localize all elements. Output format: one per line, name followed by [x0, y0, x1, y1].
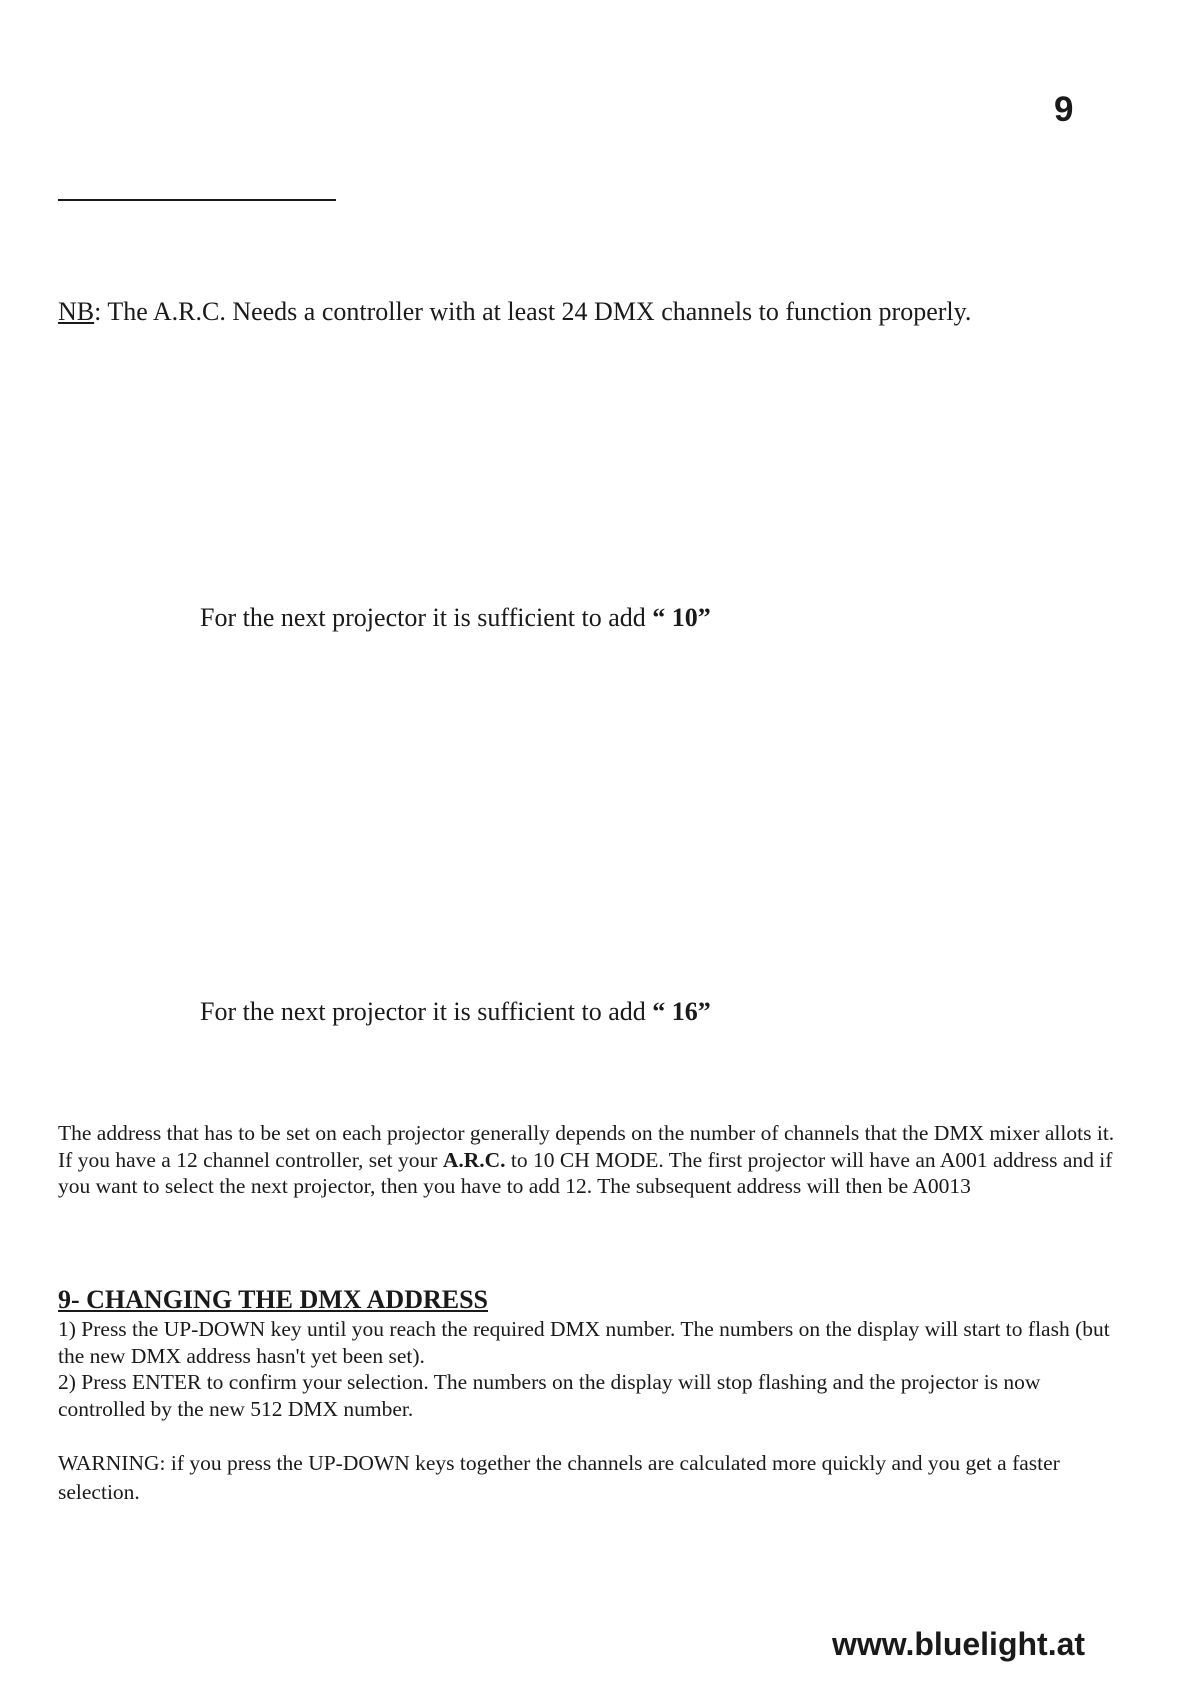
next-projector-value: “ 10”	[652, 603, 711, 632]
warning-text: WARNING: if you press the UP-DOWN keys together the channels are calculated more quickly and you get a faster selection.	[58, 1451, 1060, 1504]
address-line-2: If you have a 12 channel controller, set your A.R.C. to 10 CH MODE. The first projector will have an A001 address and if you want to select the next projector, then you have to add 12. The subsequent address will then be A0013	[58, 1147, 1113, 1198]
note-line	[58, 296, 971, 328]
note-text: : The A.R.C. Needs a controller with at least 24 DMX channels to function properly.	[94, 297, 972, 326]
footer-url: www.bluelight.at	[832, 1626, 1086, 1662]
next-projector-note-10	[200, 602, 711, 634]
address-paragraph	[58, 1120, 1118, 1200]
steps-list	[58, 1316, 1118, 1422]
next-projector-text: For the next projector it is sufficient to add	[200, 997, 653, 1026]
next-projector-note-16	[200, 996, 711, 1028]
next-projector-value: “ 16”	[652, 997, 711, 1026]
next-projector-text: For the next projector it is sufficient to add	[200, 603, 653, 632]
step-2: 2) Press ENTER to confirm your selection. The numbers on the display will stop flashing and the projector is now controlled by the new 512 DMX number.	[58, 1370, 1041, 1421]
section-heading: 9- CHANGING THE DMX ADDRESS	[58, 1285, 489, 1314]
address-line-1: The address that has to be set on each projector generally depends on the number of channels that the DMX mixer allots it.	[58, 1121, 1115, 1145]
step-1: 1) Press the UP-DOWN key until you reach the required DMX number. The numbers on the display will start to flash (but the new DMX address hasn't yet been set).	[58, 1317, 1110, 1368]
section-divider	[58, 199, 336, 201]
note-prefix: NB	[58, 297, 95, 326]
product-name: A.R.C.	[442, 1147, 506, 1172]
page-number: 9	[1054, 90, 1074, 129]
